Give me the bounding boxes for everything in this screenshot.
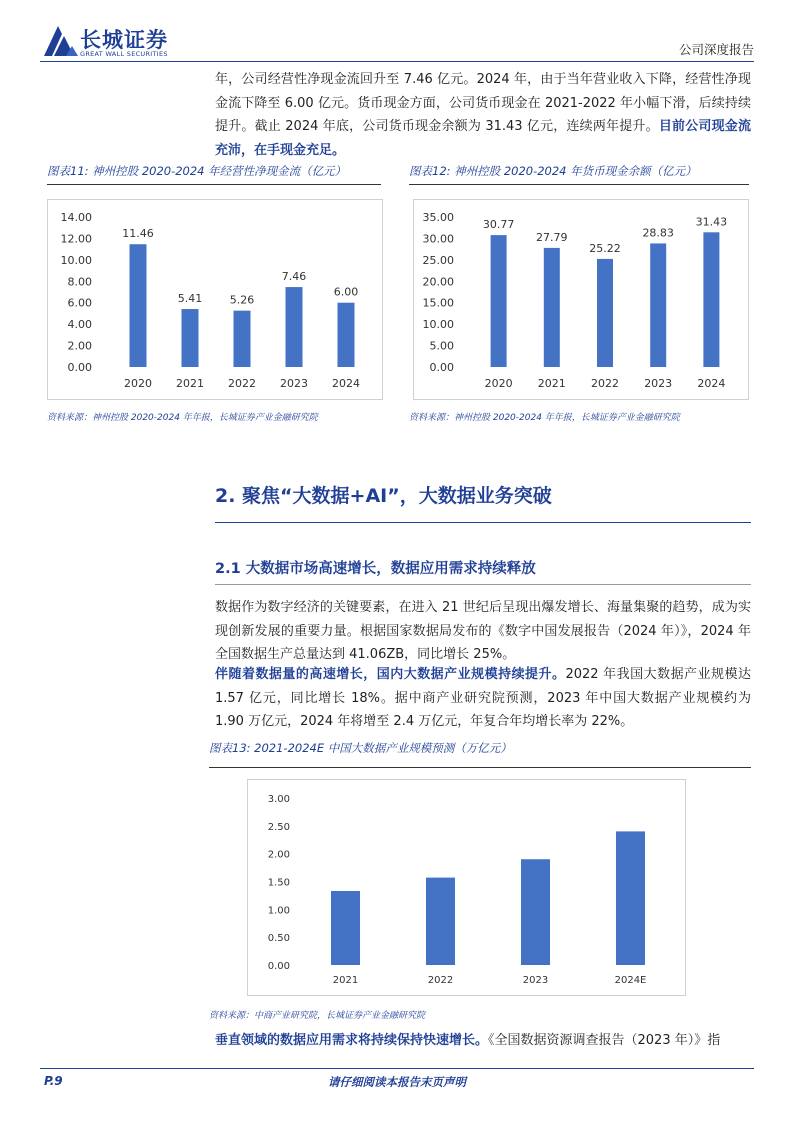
paragraph-data-volume: 数据作为数字经济的关键要素，在进入 21 世纪后呈现出爆发增长、海量集聚的趋势，成为实现创新发展的重要力量。根据国家数据局发布的《数字中国发展报告（2024 年）》，2024 年全国数据生产总量达到 41.06ZB，同比增长 25%。 — [215, 600, 751, 662]
data-label: 31.43 — [695, 215, 728, 229]
figure-13-svg — [248, 780, 685, 995]
y-tick-label: 4.00 — [67, 318, 92, 332]
y-tick-label: 10.00 — [422, 318, 454, 332]
paragraph-lead: 伴随着数据量的高速增长，国内大数据产业规模持续提升。 — [215, 667, 566, 682]
paragraph-lead: 垂直领域的数据应用需求将持续保持快速增长。 — [215, 1033, 489, 1048]
paragraph-text: 《全国数据资源调查报告（2023 年）》指 — [488, 1033, 721, 1048]
x-tick-label: 2022 — [427, 975, 454, 986]
brand-name-en: GREAT WALL SECURITIES — [80, 50, 168, 58]
figure-13-chart — [247, 779, 686, 996]
data-label: 11.46 — [122, 227, 154, 241]
x-tick-label: 2023 — [280, 377, 308, 390]
report-type: 公司深度报告 — [678, 42, 754, 57]
x-tick-label: 2024E — [614, 975, 647, 986]
figure-13-source: 资料来源：中商产业研究院，长城证券产业金融研究院 — [209, 1011, 426, 1021]
data-label: 7.46 — [281, 270, 307, 284]
y-tick-label: 15.00 — [422, 296, 454, 310]
data-label: 5.41 — [177, 292, 203, 306]
y-tick-label: 25.00 — [422, 253, 454, 267]
x-tick-label: 2020 — [124, 377, 152, 390]
bar-2021 — [544, 248, 560, 367]
bar-2022 — [426, 878, 455, 965]
subsection-title: 2.1 大数据市场高速增长，数据应用需求持续释放 — [215, 561, 536, 577]
figure-12-chart — [413, 199, 749, 400]
x-tick-label: 2020 — [484, 377, 513, 390]
x-tick-label: 2022 — [591, 377, 619, 390]
bar-2020 — [130, 244, 147, 367]
figure-12-svg — [414, 200, 748, 399]
y-tick-label: 0.00 — [67, 361, 92, 374]
y-tick-label: 6.00 — [67, 296, 92, 310]
x-tick-label: 2022 — [228, 377, 256, 390]
y-tick-label: 5.00 — [429, 339, 454, 353]
header-divider — [40, 61, 754, 62]
y-tick-label: 12.00 — [60, 232, 92, 246]
data-label: 25.22 — [589, 241, 621, 255]
bar-2020 — [491, 235, 507, 367]
data-label: 5.26 — [229, 293, 255, 307]
y-tick-label: 10.00 — [60, 253, 92, 267]
figure-12-title-rule — [409, 184, 749, 185]
x-tick-label: 2024 — [697, 377, 726, 390]
figure-11-svg — [48, 200, 382, 399]
bar-2022 — [597, 259, 613, 367]
paragraph-text: 2022 年我国大数据产业规模达 1.57 亿元，同比增长 18%。据中商产业研究院预测，2023 年中国大数据产业规模约为 1.90 万亿元，2024 年将增至 2.4 万亿元，年复合年均增长率为 22%。 — [215, 667, 751, 729]
disclaimer-note: 请仔细阅读本报告末页声明 — [328, 1075, 466, 1089]
y-tick-label: 1.00 — [267, 905, 290, 917]
figure-11-chart — [47, 199, 383, 400]
x-tick-label: 2021 — [537, 377, 566, 390]
x-tick-label: 2024 — [332, 377, 360, 390]
bar-2021 — [182, 309, 199, 367]
paragraph-vertical-demand — [215, 1029, 751, 1053]
bar-2024E — [616, 831, 645, 965]
y-tick-label: 2.00 — [67, 339, 92, 353]
y-tick-label: 1.50 — [267, 877, 290, 889]
bar-2022 — [234, 311, 251, 367]
x-tick-label: 2023 — [644, 377, 673, 390]
brand-name-cn: 长城证券 — [80, 28, 168, 52]
paragraph-text: 年，公司经营性净现金流回升至 7.46 亿元。2024 年，由于当年营业收入下降，经营性净现金流下降至 6.00 亿元。货币现金方面，公司货币现金在 2021-2022 年小幅下滑，后续持续提升。截止 2024 年底，公司货币现金余额为 31.43 亿元，连续两年提升。 — [215, 72, 751, 134]
y-tick-label: 0.50 — [267, 933, 290, 945]
y-tick-label: 20.00 — [422, 275, 454, 289]
data-label: 27.79 — [536, 230, 568, 244]
paragraph-cashflow — [215, 68, 751, 162]
x-tick-label: 2023 — [522, 975, 549, 986]
data-label: 6.00 — [333, 285, 359, 299]
figure-13-title: 图表13: 2021-2024E 中国大数据产业规模预测（万亿元） — [209, 741, 512, 755]
x-tick-label: 2021 — [176, 377, 204, 390]
bar-2024 — [338, 303, 355, 367]
paragraph-industry-scale — [215, 663, 751, 734]
data-label: 28.83 — [642, 226, 674, 240]
y-tick-label: 8.00 — [67, 275, 92, 289]
y-tick-label: 14.00 — [60, 211, 92, 224]
page-number: P.9 — [44, 1074, 63, 1088]
bar-2023 — [286, 287, 303, 367]
bar-2023 — [650, 243, 666, 367]
figure-12-title: 图表12: 神州控股 2020-2024 年货币现金余额（亿元） — [409, 164, 697, 178]
y-tick-label: 30.00 — [422, 232, 454, 246]
y-tick-label: 0.00 — [267, 961, 290, 972]
y-tick-label: 2.50 — [267, 821, 290, 833]
footer-divider — [40, 1068, 754, 1069]
figure-11-title: 图表11: 神州控股 2020-2024 年经营性净现金流（亿元） — [47, 164, 347, 178]
data-label: 30.77 — [482, 218, 515, 232]
figure-12-source: 资料来源：神州控股 2020-2024 年年报，长城证券产业金融研究院 — [409, 413, 680, 423]
bar-2021 — [331, 891, 360, 965]
figure-11-title-rule — [47, 184, 381, 185]
paragraph-highlight: 目前公司现金流充沛，在手现金充足。 — [215, 119, 751, 158]
bar-2023 — [521, 859, 550, 965]
x-tick-label: 2021 — [332, 975, 359, 986]
y-tick-label: 3.00 — [267, 794, 290, 805]
figure-11-source: 资料来源：神州控股 2020-2024 年年报，长城证券产业金融研究院 — [47, 413, 318, 423]
y-tick-label: 0.00 — [429, 361, 454, 374]
bar-2024 — [703, 232, 719, 367]
subsection-rule — [215, 584, 751, 585]
section-rule — [215, 522, 751, 523]
section-title: 2. 聚焦“大数据+AI”，大数据业务突破 — [215, 485, 552, 507]
figure-13-title-rule — [209, 767, 751, 768]
y-tick-label: 2.00 — [267, 849, 290, 861]
y-tick-label: 35.00 — [422, 211, 454, 224]
